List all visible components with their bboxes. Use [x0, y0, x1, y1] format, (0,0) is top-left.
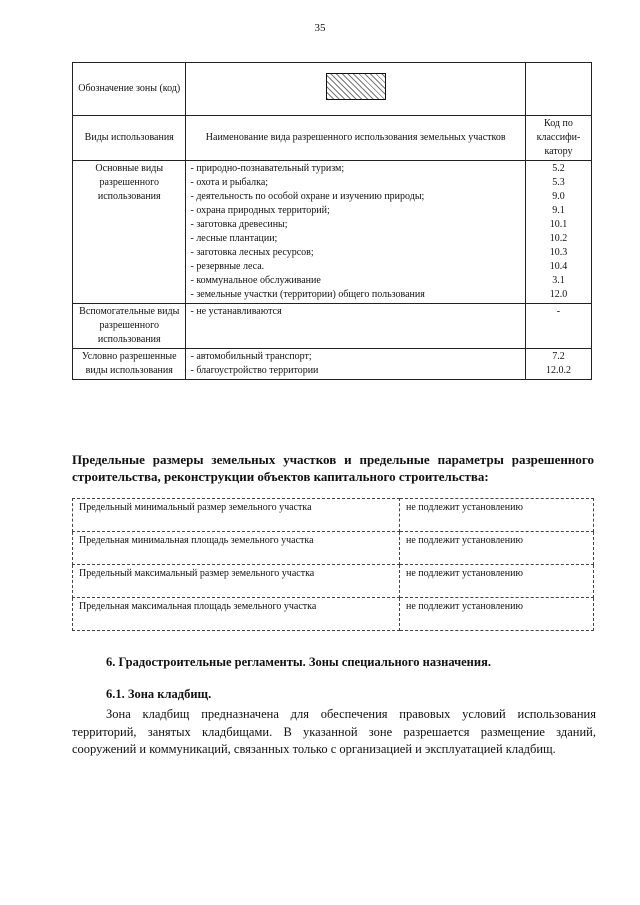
- list-item: - автомобильный транспорт;: [190, 351, 312, 362]
- list-item: - лесные плантации;: [190, 233, 278, 244]
- table-row: [73, 349, 592, 380]
- code-list-auxiliary: [525, 304, 591, 349]
- param-name: Предельная минимальная площадь земельного участка: [73, 532, 400, 565]
- subsection-title: 6.1. Зона кладбищ.: [106, 687, 212, 701]
- param-name: Предельный минимальный размер земельного участка: [73, 499, 400, 532]
- params-table: [72, 498, 594, 631]
- zone-code-label: Обозначение зоны (код): [73, 63, 186, 116]
- param-value: не подлежит установлению: [400, 532, 594, 565]
- table-row: [73, 532, 594, 565]
- list-item: - резервные леса.: [190, 261, 265, 272]
- list-item: - не устанавливаются: [190, 306, 282, 317]
- header-types: Виды использования: [73, 116, 186, 161]
- list-item: - деятельность по особой охране и изучению природы;: [190, 191, 425, 202]
- use-list-main: [186, 161, 525, 304]
- param-name: Предельный максимальный размер земельного участка: [73, 565, 400, 598]
- param-value: не подлежит установлению: [400, 565, 594, 598]
- code-value: 9.1: [552, 205, 565, 216]
- header-name: Наименование вида разрешенного использования земельных участков: [186, 116, 525, 161]
- code-list-main: [525, 161, 591, 304]
- table-row: [73, 499, 594, 532]
- code-value: 9.0: [552, 191, 565, 202]
- zone-empty-cell: [525, 63, 591, 116]
- code-value: 10.4: [549, 261, 568, 272]
- group-label-conditional: Условно разрешенные виды использования: [73, 349, 186, 380]
- code-value: 3.1: [552, 275, 565, 286]
- body-paragraph: Зона кладбищ предназначена для обеспечения правовых условий использования территорий, занятых кладбищами. В указанной зоне разрешается размещение зданий, сооружений и коммуникаций, связанных только с организацией и эксплуатацией кладбищ.: [72, 707, 596, 756]
- param-value: не подлежит установлению: [400, 598, 594, 631]
- list-item: - земельные участки (территории) общего пользования: [190, 289, 425, 300]
- page-number: 35: [314, 22, 326, 34]
- code-value: 10.3: [549, 247, 568, 258]
- code-value: 10.2: [549, 233, 568, 244]
- zone-hatch-swatch: [326, 73, 386, 100]
- group-label-main: Основные виды разрешенного использования: [73, 161, 186, 304]
- header-code: Код по классифи-катору: [525, 116, 591, 161]
- table-row: [73, 565, 594, 598]
- code-value: 5.2: [552, 163, 565, 174]
- code-value: 12.0.2: [545, 365, 571, 376]
- code-list-conditional: [525, 349, 591, 380]
- table-row: [73, 598, 594, 631]
- list-item: - охота и рыбалка;: [190, 177, 269, 188]
- params-heading: Предельные размеры земельных участков и предельные параметры разрешенного строительства, реконструкции объектов капитального строительства:: [72, 452, 594, 484]
- code-value: 5.3: [552, 177, 565, 188]
- code-value: 7.2: [552, 351, 565, 362]
- list-item: - коммунальное обслуживание: [190, 275, 321, 286]
- list-item: - благоустройство территории: [190, 365, 319, 376]
- list-item: - природно-познавательный туризм;: [190, 163, 345, 174]
- param-value: не подлежит установлению: [400, 499, 594, 532]
- table-row: [73, 161, 592, 304]
- group-label-auxiliary: Вспомогательные виды разрешенного использования: [73, 304, 186, 349]
- use-list-conditional: [186, 349, 525, 380]
- code-value: -: [556, 306, 561, 317]
- use-list-auxiliary: [186, 304, 525, 349]
- table-header-row: [73, 116, 592, 161]
- param-name: Предельная максимальная площадь земельного участка: [73, 598, 400, 631]
- code-value: 10.1: [549, 219, 568, 230]
- section-title: 6. Градостроительные регламенты. Зоны специального назначения.: [106, 655, 491, 669]
- permitted-use-table: [72, 62, 592, 380]
- table-row: [73, 304, 592, 349]
- list-item: - заготовка древесины;: [190, 219, 288, 230]
- list-item: - охрана природных территорий;: [190, 205, 330, 216]
- code-value: 12.0: [549, 289, 568, 300]
- list-item: - заготовка лесных ресурсов;: [190, 247, 314, 258]
- zone-code-row: [73, 63, 592, 116]
- zone-legend-cell: [186, 63, 525, 116]
